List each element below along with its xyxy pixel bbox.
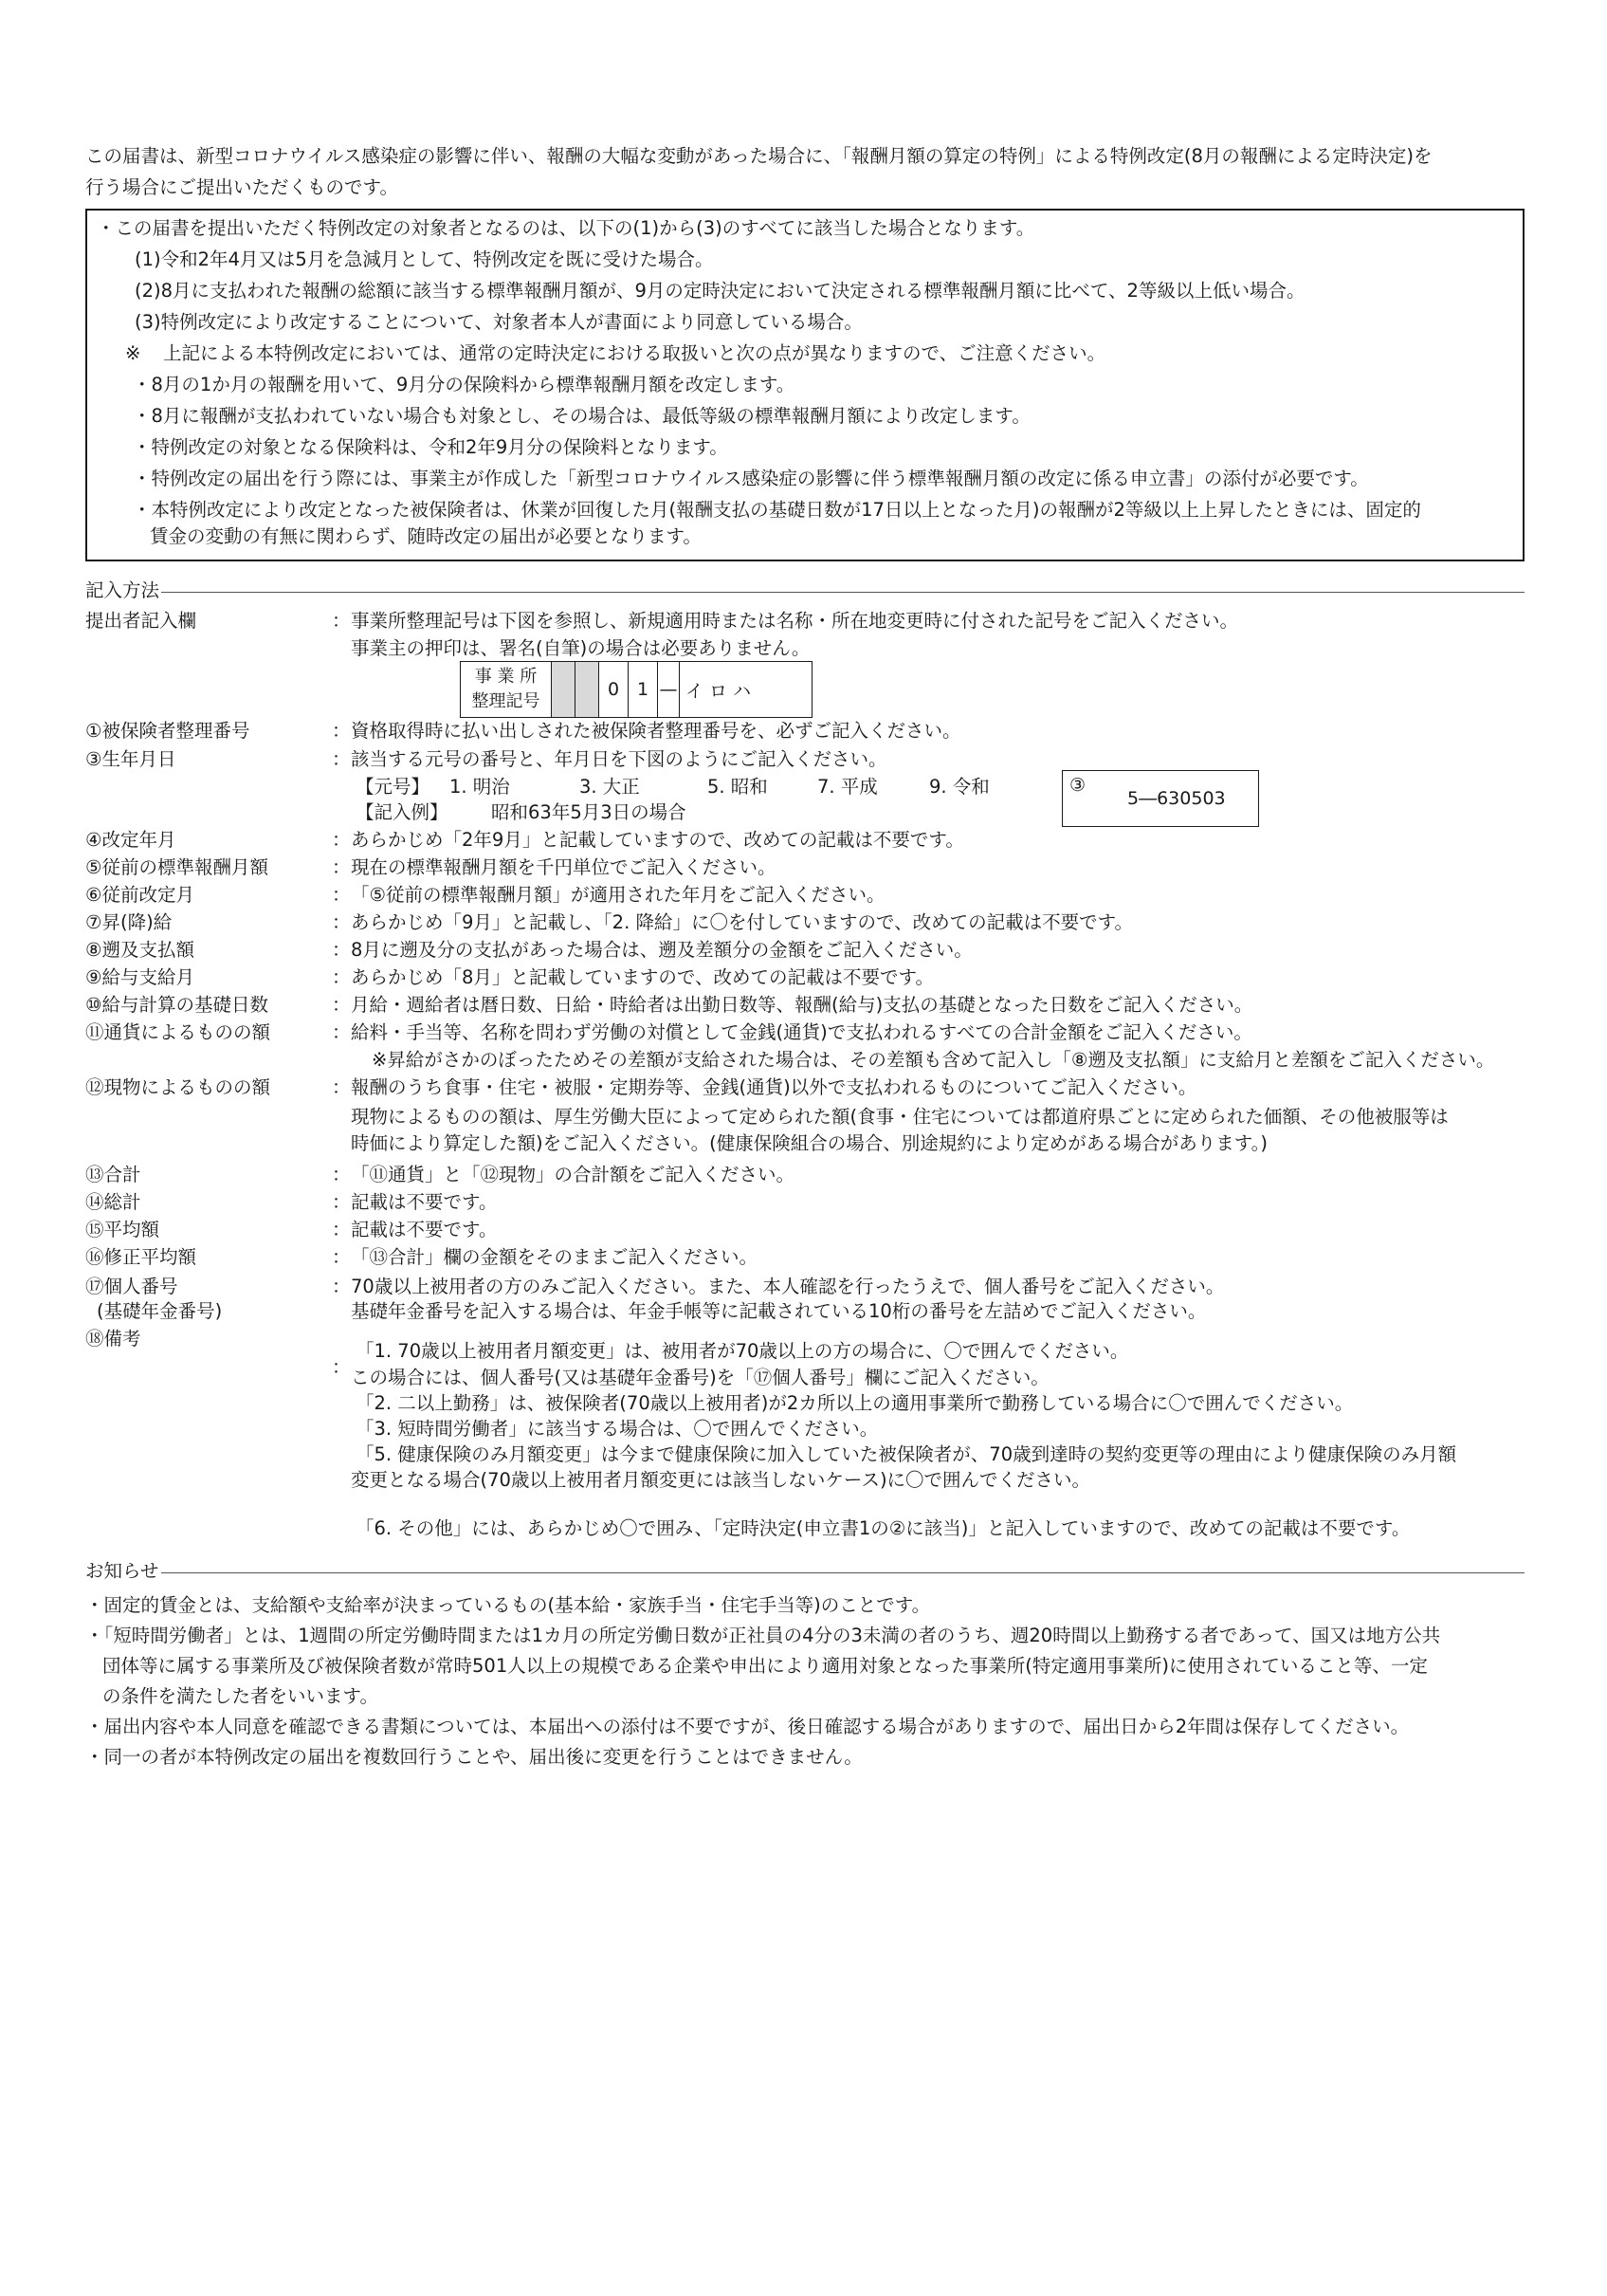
notice-condition: (3)特例改定により改定することについて、対象者本人が書面により同意している場合。 [135, 311, 863, 333]
notice-note: 上記による本特例改定においては、通常の定時決定における取扱いと次の点が異なりますので、ご注意ください。 [163, 342, 1106, 364]
item-note: ※昇給がさかのぼったためその差額が支給された場合は、その差額も含めて記入し「⑧遡及支払額」に支給月と差額をご記入ください。 [372, 1049, 1495, 1071]
code-dash: — [658, 662, 680, 717]
item-label: ④改定年月 [85, 829, 176, 851]
item-label: ⑬合計 [85, 1164, 141, 1185]
item-text: 「⑪通貨」と「⑫現物」の合計額をご記入ください。 [351, 1164, 795, 1185]
era-label: 【元号】 [356, 776, 430, 798]
item-text-line: 事業所整理記号は下図を参照し、新規適用時または名称・所在地変更時に付された記号をご記入ください。 [351, 610, 1239, 632]
notice-point: ・特例改定の対象となる保険料は、令和2年9月分の保険料となります。 [133, 436, 728, 458]
era-option: 1. 明治 [449, 776, 510, 798]
item-label: ⑧遡及支払額 [85, 939, 194, 961]
news-heading: お知らせ [85, 1560, 159, 1582]
notice-box [85, 209, 1525, 561]
news-item: 団体等に属する事業所及び被保険者数が常時501人以上の規模である企業や申出により適用対象となった事業所(特定適用事業所)に使用されていること等、一定 [102, 1655, 1428, 1677]
example-text: 昭和63年5月3日の場合 [491, 801, 686, 823]
colon: ： [332, 1356, 351, 1378]
item-text: 変更となる場合(70歳以上被用者月額変更には該当しないケース)に〇で囲んでください。 [351, 1469, 1091, 1491]
item-label: ⑯修正平均額 [85, 1246, 197, 1268]
era-option: 9. 令和 [929, 776, 990, 798]
item-label: ①被保険者整理番号 [85, 720, 250, 742]
item-text: あらかじめ「2年9月」と記載していますので、改めての記載は不要です。 [351, 829, 964, 851]
item-label: ⑱備考 [85, 1328, 141, 1350]
item-text: 時価により算定した額)をご記入ください。(健康保険組合の場合、別途規約により定めがある場合があります。) [351, 1132, 1269, 1154]
news-item: の条件を満たした者をいいます。 [102, 1685, 378, 1707]
code-digit: 1 [629, 662, 658, 717]
item-label: ⑮平均額 [85, 1219, 160, 1240]
code-digit: 0 [599, 662, 629, 717]
item-label: 提出者記入欄 [85, 610, 197, 632]
era-option: 7. 平成 [817, 776, 878, 798]
item-label: ⑦昇(降)給 [85, 911, 173, 933]
item-text: 「2. 二以上勤務」は、被保険者(70歳以上被用者)が2カ所以上の適用事業所で勤務している場合に〇で囲んでください。 [356, 1392, 1354, 1414]
news-item: ・固定的賃金とは、支給額や支給率が決まっているもの(基本給・家族手当・住宅手当等)のことです。 [85, 1594, 931, 1616]
item-label: ⑰個人番号 [85, 1276, 178, 1297]
colon: ： [332, 1219, 351, 1240]
colon: ： [332, 1191, 351, 1213]
era-option: 3. 大正 [579, 776, 640, 798]
colon: ： [332, 829, 351, 851]
item-text: 「⑬合計」欄の金額をそのままご記入ください。 [351, 1246, 758, 1268]
item-text: 該当する元号の番号と、年月日を下図のようにご記入ください。 [351, 748, 887, 770]
colon: ： [332, 1276, 351, 1297]
colon: ： [332, 856, 351, 878]
item-label: ⑪通貨によるものの額 [85, 1021, 271, 1043]
notice-point: ・特例改定の届出を行う際には、事業主が作成した「新型コロナウイルス感染症の影響に伴う標準報酬月額の改定に係る申立書」の添付が必要です。 [133, 468, 1369, 489]
item-label: ⑫現物によるものの額 [85, 1076, 271, 1098]
item-label: ⑩給与計算の基礎日数 [85, 994, 268, 1016]
notice-point: ・8月に報酬が支払われていない場合も対象とし、その場合は、最低等級の標準報酬月額により改定します。 [133, 405, 1031, 427]
intro-paragraph [85, 140, 1526, 203]
colon: ： [332, 748, 351, 770]
item-text: 「3. 短時間労働者」に該当する場合は、〇で囲んでください。 [356, 1418, 879, 1440]
shaded-cell [552, 662, 575, 717]
notice-point: ・8月の1か月の報酬を用いて、9月分の保険料から標準報酬月額を改定します。 [133, 374, 795, 395]
item-label: ③生年月日 [85, 748, 176, 770]
shaded-cell [575, 662, 599, 717]
divider [161, 592, 1525, 593]
colon: ： [332, 1164, 351, 1185]
item-text: 記載は不要です。 [351, 1219, 498, 1240]
example-label: 【記入例】 [356, 801, 448, 823]
news-item: ・届出内容や本人同意を確認できる書類については、本届出への添付は不要ですが、後日確認する場合がありますので、届出日から2年間は保存してください。 [85, 1716, 1410, 1737]
colon: ： [332, 1246, 351, 1268]
intro-line: この届書は、新型コロナウイルス感染症の影響に伴い、報酬の大幅な変動があった場合に、「報酬月額の算定の特例」による特例改定(8月の報酬による定時決定)を [85, 145, 1433, 167]
item-text: あらかじめ「9月」と記載し、「2. 降給」に〇を付していますので、改めての記載は不要です。 [351, 911, 1134, 933]
office-code-label-line: 整理記号 [471, 691, 540, 711]
item-text: 資格取得時に払い出しされた被保険者整理番号を、必ずご記入ください。 [351, 720, 961, 742]
item-text: 記載は不要です。 [351, 1191, 498, 1213]
item-text: 現在の標準報酬月額を千円単位でご記入ください。 [351, 856, 776, 878]
intro-line: 行う場合にご提出いただくものです。 [85, 176, 398, 198]
code-kana: イ ロ ハ [685, 680, 752, 702]
item-text: 8月に遡及分の支払があった場合は、遡及差額分の金額をご記入ください。 [351, 939, 973, 961]
item-text: 給料・手当等、名称を問わず労働の対償として金銭(通貨)で支払われるすべての合計金額をご記入ください。 [351, 1021, 1252, 1043]
item-text: 現物によるものの額は、厚生労働大臣によって定められた額(食事・住宅については都道府県ごとに定められた価額、その他被服等は [351, 1106, 1449, 1128]
item-text: あらかじめ「8月」と記載していますので、改めての記載は不要です。 [351, 966, 934, 988]
instructions-heading: 記入方法 [85, 579, 160, 601]
item-text: 「5. 健康保険のみ月額変更」は今まで健康保険に加入していた被保険者が、70歳到達時の契約変更等の理由により健康保険のみ月額 [356, 1443, 1457, 1465]
item-text-line: 事業主の押印は、署名(自筆)の場合は必要ありません。 [351, 637, 811, 659]
item-text: この場合には、個人番号(又は基礎年金番号)を「⑰個人番号」欄にご記入ください。 [351, 1367, 1050, 1388]
item-sublabel: (基礎年金番号) [97, 1300, 223, 1322]
birthdate-sample-box [1062, 770, 1259, 827]
item-text: 基礎年金番号を記入する場合は、年金手帳等に記載されている10桁の番号を左詰めでご記入ください。 [351, 1300, 1207, 1322]
item-text: 「6. その他」には、あらかじめ〇で囲み、「定時決定(申立書1の②に該当)」と記入していますので、改めての記載は不要です。 [356, 1517, 1411, 1539]
item-label: ⑥従前改定月 [85, 884, 194, 906]
item-text: 「1. 70歳以上被用者月額変更」は、被用者が70歳以上の方の場合に、〇で囲んでください。 [356, 1340, 1129, 1362]
notice-lead: ・この届書を提出いただく特例改定の対象者となるのは、以下の(1)から(3)のすべてに該当した場合となります。 [97, 217, 1035, 239]
notice-point: 賃金の変動の有無に関わらず、随時改定の届出が必要となります。 [150, 525, 702, 547]
box-number: ③ [1069, 775, 1087, 796]
news-item: ・同一の者が本特例改定の届出を複数回行うことや、届出後に変更を行うことはできません。 [85, 1746, 863, 1768]
news-item: ・「短時間労働者」とは、1週間の所定労働時間または1カ月の所定労働日数が正社員の4分の3未満の者のうち、週20時間以上勤務する者であって、国又は地方公共 [85, 1625, 1441, 1646]
box-value: 5―630503 [1127, 788, 1226, 809]
divider [161, 1572, 1525, 1573]
item-text: 報酬のうち食事・住宅・被服・定期券等、金銭(通貨)以外で支払われるものについてご記入ください。 [351, 1076, 1197, 1098]
colon: ： [332, 610, 351, 632]
colon: ： [332, 994, 351, 1016]
era-option: 5. 昭和 [707, 776, 768, 798]
colon: ： [332, 911, 351, 933]
notice-condition: (2)8月に支払われた報酬の総額に該当する標準報酬月額が、9月の定時決定において決定される標準報酬月額に比べて、2等級以上低い場合。 [135, 280, 1306, 302]
notice-condition: (1)令和2年4月又は5月を急減月として、特例改定を既に受けた場合。 [135, 248, 714, 270]
office-code-label-line: 事 業 所 [474, 667, 538, 687]
office-code-sample [460, 661, 813, 718]
colon: ： [332, 720, 351, 742]
item-text: 70歳以上被用者の方のみご記入ください。また、本人確認を行ったうえで、個人番号をご記入ください。 [351, 1276, 1225, 1297]
colon: ： [332, 966, 351, 988]
notice-point: ・本特例改定により改定となった被保険者は、休業が回復した月(報酬支払の基礎日数が17日以上となった月)の報酬が2等級以上上昇したときには、固定的 [133, 499, 1421, 521]
item-text: 「⑤従前の標準報酬月額」が適用された年月をご記入ください。 [351, 884, 886, 906]
item-label: ⑤従前の標準報酬月額 [85, 856, 268, 878]
item-text [351, 607, 1239, 659]
office-code-label [461, 662, 552, 717]
item-label: ⑨給与支給月 [85, 966, 194, 988]
item-label: ⑭総計 [85, 1191, 141, 1213]
colon: ： [332, 939, 351, 961]
colon: ： [332, 1076, 351, 1098]
note-mark: ※ [125, 342, 141, 364]
item-text: 月給・週給者は暦日数、日給・時給者は出勤日数等、報酬(給与)支払の基礎となった日数をご記入ください。 [351, 994, 1253, 1016]
colon: ： [332, 884, 351, 906]
colon: ： [332, 1021, 351, 1043]
